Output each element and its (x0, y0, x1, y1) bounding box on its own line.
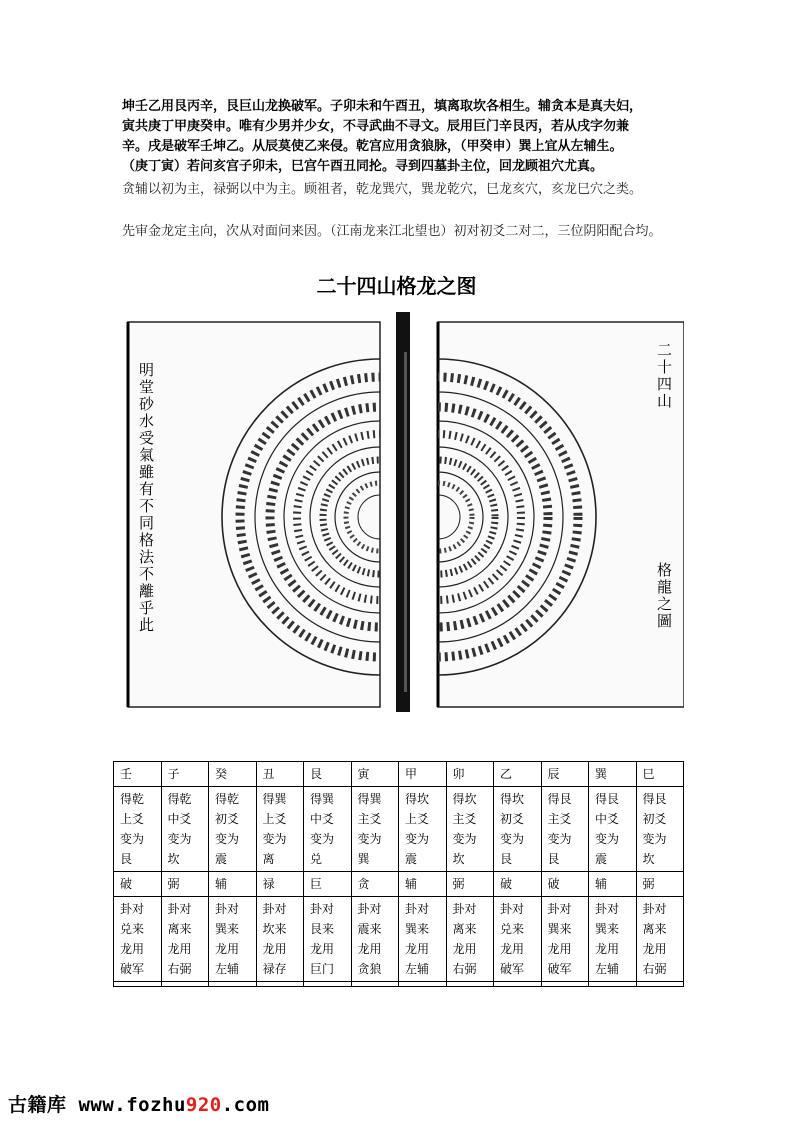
cell-line: 兑来 (500, 922, 525, 936)
table-cell (256, 787, 304, 872)
cell-line: 左辅 (405, 962, 430, 976)
cell-line: 左辅 (595, 962, 620, 976)
table-cell: 卯 (446, 762, 494, 787)
cell-line: 变为 (500, 832, 525, 846)
cell-line: 龙用 (642, 942, 667, 956)
scanned-diagram-image (108, 312, 684, 712)
table-cell (446, 897, 494, 982)
cell-line: 震 (405, 852, 418, 866)
cell-line: 坎 (452, 852, 465, 866)
table-cell: 辰 (541, 762, 589, 787)
cell-line: 得坎 (405, 792, 430, 806)
cell-line: 巨门 (310, 962, 335, 976)
cell-line: 兑来 (120, 922, 145, 936)
table-cell (114, 897, 162, 982)
cell-line: 得坎 (500, 792, 525, 806)
cell-line: 右弼 (167, 962, 192, 976)
table-row-transforms (114, 787, 684, 872)
cell-line: 右弼 (642, 962, 667, 976)
table-cell: 破 (114, 872, 162, 897)
verse-line: 坤壬乙用艮丙辛，艮巨山龙换破军。子卯未和午酉丑，填离取坎各相生。辅贪本是真夫妇， (122, 99, 643, 114)
table-row-stars (114, 872, 684, 897)
cell-line: 卦对 (595, 902, 620, 916)
table-cell (589, 787, 637, 872)
book-gutter (396, 312, 410, 712)
table-cell (114, 787, 162, 872)
figure-title: 二十四山格龙之图 (316, 274, 477, 298)
cell-line: 震 (215, 852, 228, 866)
cell-line: 变为 (452, 832, 477, 846)
table-cell (209, 982, 257, 987)
cell-line: 变为 (642, 832, 667, 846)
cell-line: 初爻 (642, 812, 667, 826)
cell-line: 艮 (500, 852, 513, 866)
cell-line: 卦对 (215, 902, 240, 916)
table-cell: 弼 (446, 872, 494, 897)
table-cell (494, 897, 542, 982)
cell-line: 卦对 (357, 902, 382, 916)
cell-line: 变为 (595, 832, 620, 846)
table-cell: 巳 (636, 762, 684, 787)
cell-line: 巽来 (547, 922, 572, 936)
cell-line: 变为 (310, 832, 335, 846)
cell-line: 离来 (452, 922, 477, 936)
cell-line: 得乾 (215, 792, 240, 806)
cell-line: 震 (595, 852, 608, 866)
cell-line: 禄存 (262, 962, 287, 976)
cell-line: 破军 (120, 962, 145, 976)
cell-line: 龙用 (120, 942, 145, 956)
cell-line: 卦对 (547, 902, 572, 916)
cell-line: 变为 (215, 832, 240, 846)
table-cell: 艮 (304, 762, 352, 787)
table-cell: 丑 (256, 762, 304, 787)
cell-line: 艮来 (310, 922, 335, 936)
table-cell (399, 982, 447, 987)
table-cell (446, 787, 494, 872)
table-cell: 子 (161, 762, 209, 787)
cell-line: 卦对 (167, 902, 192, 916)
cell-line: 卦对 (500, 902, 525, 916)
cell-line: 坎 (642, 852, 655, 866)
table-cell (351, 787, 399, 872)
table-cell: 破 (494, 872, 542, 897)
cell-line: 得坎 (452, 792, 477, 806)
table-cell: 甲 (399, 762, 447, 787)
cell-line: 巽来 (215, 922, 240, 936)
table-cell (399, 897, 447, 982)
cell-line: 卦对 (120, 902, 145, 916)
table-cell: 癸 (209, 762, 257, 787)
cell-line: 巽 (357, 852, 370, 866)
table-cell: 破 (541, 872, 589, 897)
cell-line: 贪狼 (357, 962, 382, 976)
table-cell: 禄 (256, 872, 304, 897)
cell-line: 坎 (167, 852, 180, 866)
right-title-inscription-2: 格龍之圖 (655, 562, 673, 630)
cell-line: 卦对 (262, 902, 287, 916)
cell-line: 巽来 (405, 922, 430, 936)
cell-line: 得乾 (167, 792, 192, 806)
right-page-frame (438, 322, 684, 707)
table-cell (399, 787, 447, 872)
table-cell (636, 787, 684, 872)
cell-line: 左辅 (215, 962, 240, 976)
table-cell (636, 897, 684, 982)
table-cell (494, 982, 542, 987)
left-margin-inscription: 明堂砂水受氣雖有不同格法不離乎此 (137, 362, 155, 634)
cell-line: 变为 (167, 832, 192, 846)
cell-line: 上爻 (120, 812, 145, 826)
table-cell (351, 897, 399, 982)
table-cell (494, 787, 542, 872)
cell-line: 兑 (310, 852, 323, 866)
table-cell (209, 787, 257, 872)
table-row-results (114, 897, 684, 982)
table-cell: 巨 (304, 872, 352, 897)
table-cell (256, 897, 304, 982)
cell-line: 离来 (167, 922, 192, 936)
table-row-mountains (114, 762, 684, 787)
cell-line: 破军 (547, 962, 572, 976)
table-cell: 贪 (351, 872, 399, 897)
table-cell (541, 787, 589, 872)
cell-line: 得巽 (262, 792, 287, 806)
cell-line: 龙用 (215, 942, 240, 956)
cell-line: 主爻 (357, 812, 382, 826)
cell-line: 变为 (357, 832, 382, 846)
cell-line: 龙用 (405, 942, 430, 956)
cell-line: 变为 (405, 832, 430, 846)
verse-line: （庚丁寅）若问亥宫子卯未，巳宫午酉丑同抡。寻到四墓卦主位，回龙顾祖穴尤真。 (122, 159, 604, 174)
cell-line: 龙用 (310, 942, 335, 956)
table-cell (636, 982, 684, 987)
table-cell (114, 982, 162, 987)
commentary-line: 贪辅以初为主，禄弼以中为主。顾祖者，乾龙巽穴，巽龙乾穴，巳龙亥穴，亥龙巳穴之类。 (122, 182, 643, 197)
cell-line: 变为 (120, 832, 145, 846)
table-cell (446, 982, 494, 987)
cell-line: 得艮 (642, 792, 667, 806)
table-cell (161, 787, 209, 872)
cell-line: 破军 (500, 962, 525, 976)
cell-line: 中爻 (595, 812, 620, 826)
table-cell (209, 897, 257, 982)
cell-line: 龙用 (167, 942, 192, 956)
cell-line: 主爻 (547, 812, 572, 826)
table-cell (161, 897, 209, 982)
cell-line: 震来 (357, 922, 382, 936)
verse-bold-block (122, 97, 682, 177)
cell-line: 变为 (262, 832, 287, 846)
cell-line: 上爻 (262, 812, 287, 826)
left-page-frame (128, 322, 380, 707)
cell-line: 龙用 (500, 942, 525, 956)
cell-line: 卦对 (310, 902, 335, 916)
cell-line: 上爻 (405, 812, 430, 826)
cell-line: 离 (262, 852, 275, 866)
commentary-paragraph: 先审金龙定主向，次从对面问来因。（江南龙来江北望也）初对初爻二对二，三位阴阳配合均。 (122, 224, 662, 239)
table-cell (161, 982, 209, 987)
table-cell: 辅 (399, 872, 447, 897)
cell-line: 右弼 (452, 962, 477, 976)
cell-line: 中爻 (167, 812, 192, 826)
table-cell (541, 982, 589, 987)
cell-line: 得艮 (595, 792, 620, 806)
cell-line: 艮 (120, 852, 133, 866)
table-cell: 辅 (209, 872, 257, 897)
cell-line: 初爻 (500, 812, 525, 826)
table-cell: 乙 (494, 762, 542, 787)
table-cell (589, 982, 637, 987)
cell-line: 卦对 (405, 902, 430, 916)
cell-line: 龙用 (547, 942, 572, 956)
cell-line: 主爻 (452, 812, 477, 826)
table-cell (304, 982, 352, 987)
cell-line: 离来 (642, 922, 667, 936)
mountain-table (113, 761, 684, 987)
table-cell (256, 982, 304, 987)
cell-line: 龙用 (262, 942, 287, 956)
table-cell: 壬 (114, 762, 162, 787)
cell-line: 得乾 (120, 792, 145, 806)
right-title-inscription: 二十四山 (655, 342, 673, 410)
verse-line: 寅共庚丁甲庚癸申。唯有少男并少女，不寻武曲不寻文。辰用巨门辛艮丙，若从戌字勿兼 (122, 119, 630, 134)
table-cell (541, 897, 589, 982)
site-watermark: 古籍库 www.fozhu920.com (8, 1094, 270, 1116)
verse-line: 辛。戌是破军壬坤乙。从辰莫使乙来侵。乾宫应用贪狼脉，（甲癸申）巽上宜从左辅生。 (122, 139, 623, 154)
table-cell: 寅 (351, 762, 399, 787)
table-cell: 巽 (589, 762, 637, 787)
cell-line: 巽来 (595, 922, 620, 936)
cell-line: 艮 (547, 852, 560, 866)
table-cell: 辅 (589, 872, 637, 897)
table-cell (304, 787, 352, 872)
cell-line: 变为 (547, 832, 572, 846)
table-cell (304, 897, 352, 982)
cell-line: 坎来 (262, 922, 287, 936)
cell-line: 龙用 (357, 942, 382, 956)
cell-line: 得巽 (357, 792, 382, 806)
table-cell (351, 982, 399, 987)
cell-line: 卦对 (642, 902, 667, 916)
cell-line: 得艮 (547, 792, 572, 806)
cell-line: 龙用 (595, 942, 620, 956)
table-row-empty (114, 982, 684, 987)
table-cell: 弼 (636, 872, 684, 897)
cell-line: 得巽 (310, 792, 335, 806)
cell-line: 初爻 (215, 812, 240, 826)
cell-line: 中爻 (310, 812, 335, 826)
table-cell: 弼 (161, 872, 209, 897)
table-cell (589, 897, 637, 982)
cell-line: 卦对 (452, 902, 477, 916)
cell-line: 龙用 (452, 942, 477, 956)
